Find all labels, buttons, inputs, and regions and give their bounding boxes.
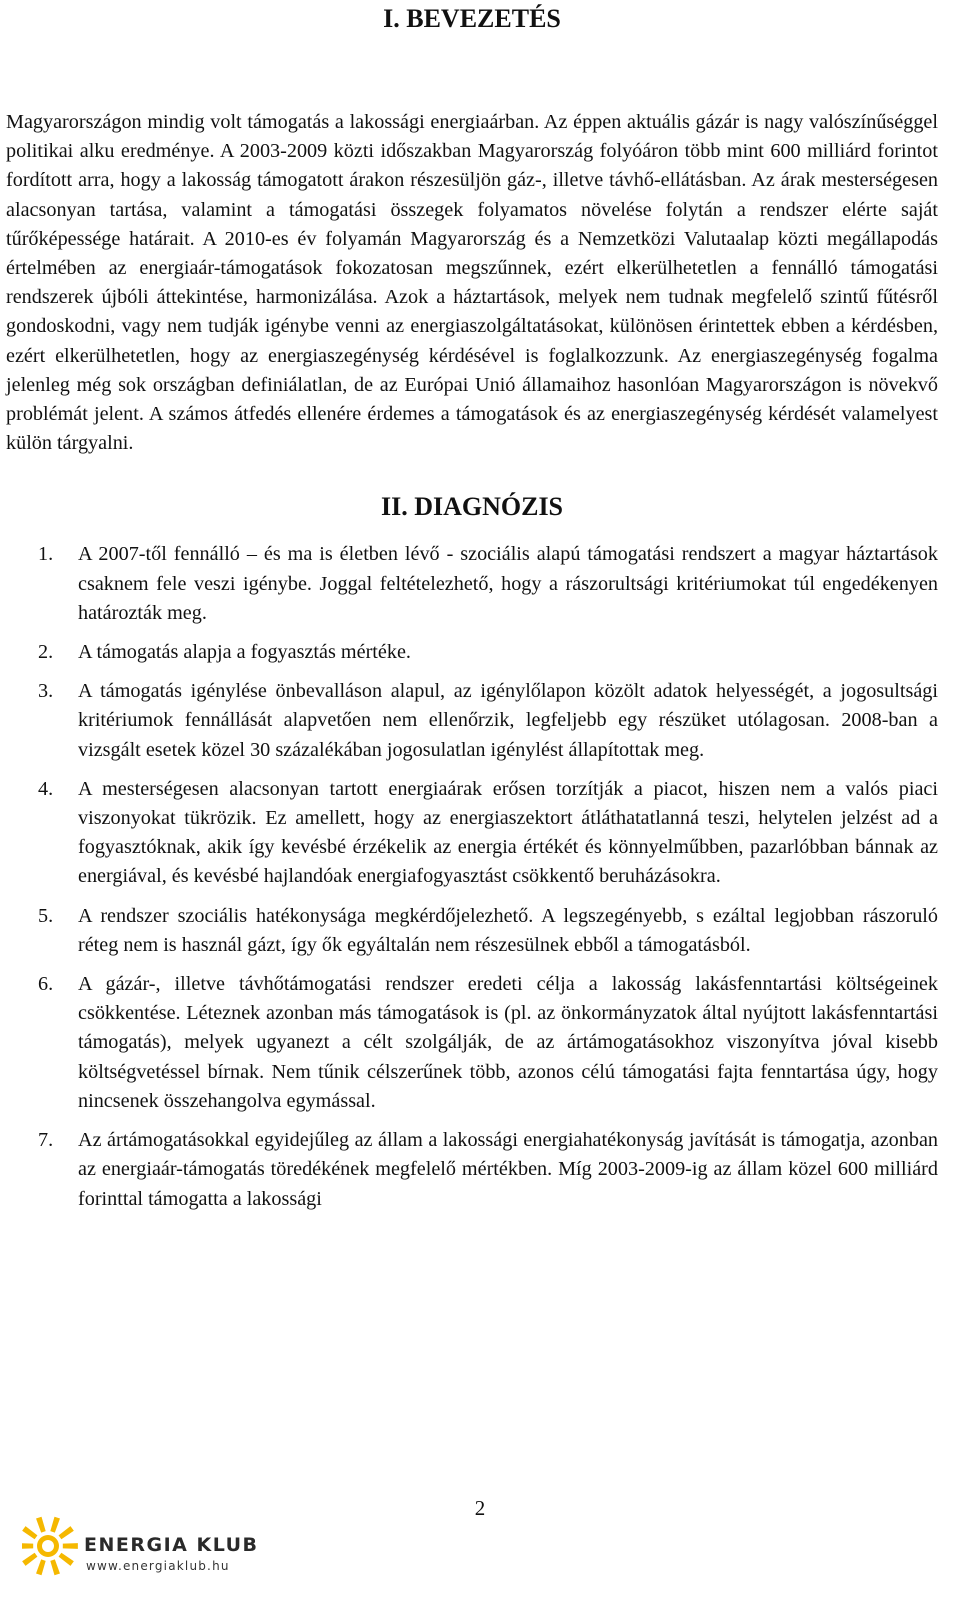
sun-ray: [50, 1559, 60, 1575]
list-item-text: A rendszer szociális hatékonysága megkérdőjelezhető. A legszegényebb, s ezáltal legjobban rászoruló réteg nem is használ gázt, így ők egyáltalán nem részesülnek ebből a támogatásból.: [78, 904, 938, 956]
list-item-text: A 2007-től fennálló – és ma is életben lévő - szociális alapú támogatási rendszert a magyar háztartások csaknem fele veszi igénybe. Joggal feltételezhető, hogy a rászorultsági kritériumokat túl engedékenyen határozták meg.: [78, 543, 938, 624]
introduction-section: [6, 108, 938, 458]
document-page: [6, 0, 938, 1224]
sun-ray: [59, 1526, 74, 1539]
sun-ray: [36, 1559, 46, 1575]
sun-ray: [22, 1526, 37, 1539]
list-item: [6, 775, 938, 892]
logo-url: www.energiaklub.hu: [86, 1559, 230, 1573]
section-heading-diagnosis: II. DIAGNÓZIS: [380, 492, 564, 522]
sun-ray: [22, 1543, 33, 1549]
sun-logo-icon: [22, 1498, 86, 1594]
list-item: [6, 970, 938, 1116]
list-item-number: 6.: [38, 973, 54, 996]
list-item: [6, 638, 938, 667]
sun-ray: [50, 1517, 60, 1533]
list-item-number: 5.: [38, 904, 54, 927]
list-item: [6, 902, 938, 960]
sun-ray: [59, 1553, 74, 1566]
page-number: 2: [474, 1496, 486, 1520]
introduction-paragraph: Magyarországon mindig volt támogatás a lakossági energiaárban. Az éppen aktuális gázár is nagy valószínűséggel politikai alku eredménye. A 2003-2009 közti időszakban Magyarország folyóáron több mint 600 milliárd forintot fordított arra, hogy a lakosság támogatott árakon részesüljön gáz-, illetve távhő-ellátásban. Az árak mesterségesen alacsonyan tartása, valamint a támogatási összegek folyamatos növelése folytán a rendszer elérte saját tűrőképessége határait. A 2010-es év folyamán Magyarország és a Nemzetközi Valutaalap közti megállapodás értelmében az energiaár-támogatások fokozatosan megszűnnek, ezért elkerülhetetlen a fennálló támogatási rendszerek újbóli áttekintése, harmonizálása. Azok a háztartások, melyek nem tudnak megfelelő szintű fűtésről gondoskodni, vagy nem tudják igénybe venni az energiaszolgáltatásokat, különösen érintettek ebben a kérdésben, ezért elkerülhetetlen, hogy az energiaszegénység kérdésével is foglalkozzunk. Az energiaszegénység fogalma jelenleg még sok országban definiálatlan, de az Európai Unió államaihoz hasonlóan Magyarországon is növekvő problémát jelent. A számos átfedés ellenére érdemes a támogatások és az energiaszegénység kérdését valamelyest külön tárgyalni.: [6, 111, 938, 455]
sun-ray: [36, 1517, 46, 1533]
sun-ray: [22, 1553, 37, 1566]
list-item-number: 3.: [38, 680, 54, 703]
list-item-text: A támogatás igénylése önbevalláson alapul, az igénylőlapon közölt adatok helyességét, a jogosultsági kritériumok fennállását alapvetően nem ellenőrzik, legfeljebb egy részüket utólagosan. 2008-ban a vizsgált esetek közel 30 százalékában jogosulatlan igénylést állapítottak meg.: [78, 680, 938, 761]
list-item-text: Az ártámogatásokkal egyidejűleg az állam a lakossági energiahatékonyság javítását is támogatja, azonban az energiaár-támogatás töredékének megfelelő mértékben. Míg 2003-2009-ig az állam közel 600 milliárd forinttal támogatta a lakossági: [78, 1129, 938, 1210]
section-heading-introduction: I. BEVEZETÉS: [383, 4, 561, 33]
energia-klub-logo: [22, 1498, 262, 1594]
list-item: [6, 677, 938, 765]
list-item-number: 2.: [38, 641, 54, 664]
list-item-text: A támogatás alapja a fogyasztás mértéke.: [78, 641, 411, 664]
list-item-number: 1.: [38, 543, 54, 566]
list-item: [6, 1126, 938, 1214]
sun-ray: [63, 1543, 78, 1549]
list-item: [6, 540, 938, 628]
logo-title: ENERGIA KLUB: [84, 1534, 259, 1556]
list-item-text: A gázár-, illetve távhőtámogatási rendszer eredeti célja a lakosság lakásfenntartási költségeinek csökkentése. Léteznek azonban más támogatások is (pl. az önkormányzatok által nyújtott lakásfenntartási támogatás), melyek ugyanezt a célt szolgálják, de az ártámogatásokhoz viszonyítva jóval kisebb költségvetéssel bírnak. Nem tűnik célszerűnek több, azonos célú támogatási fajta fenntartása úgy, hogy nincsenek összehangolva egymással.: [78, 973, 938, 1112]
page-footer: [0, 1472, 960, 1598]
diagnosis-list: [6, 540, 938, 1213]
list-item-number: 7.: [38, 1129, 54, 1152]
list-item-number: 4.: [38, 777, 54, 800]
list-item-text: A mesterségesen alacsonyan tartott energiaárak erősen torzítják a piacot, hiszen nem a valós piaci viszonyokat tükrözik. Ez amellett, hogy az energiaszektort átláthatatlanná teszi, helytelen jelzést ad a fogyasztóknak, akik így kevésbé érzékelik az energia értékét és könnyelműbben, pazarlóbban bánnak az energiával, és kevésbé hajlandóak energiafogyasztást csökkentő beruházásokra.: [78, 777, 938, 888]
